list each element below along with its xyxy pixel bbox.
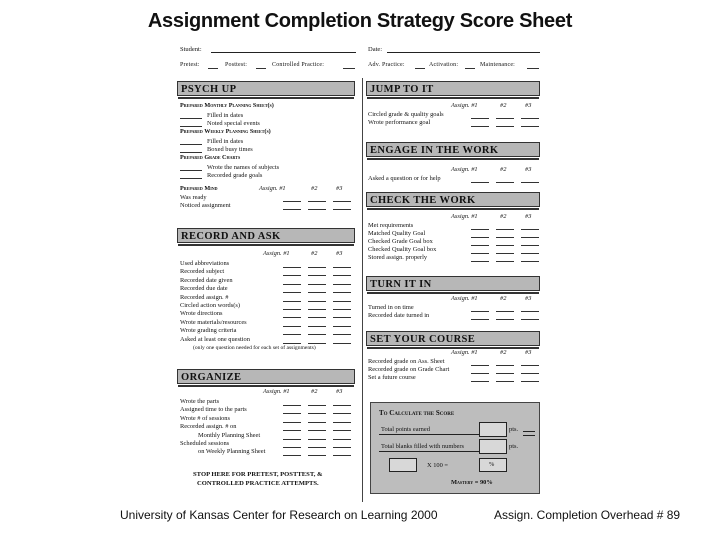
score-blank [308, 430, 326, 431]
score-blank [283, 326, 301, 327]
adv-practice-blank [415, 68, 425, 69]
score-blank [471, 373, 489, 374]
pretest-blank [208, 68, 218, 69]
stop-note-line2: CONTROLLED PRACTICE ATTEMPTS. [197, 480, 319, 487]
student-label: Student: [180, 46, 202, 53]
blank [180, 126, 202, 127]
activation-blank [465, 68, 475, 69]
score-blank [521, 126, 539, 127]
score-blank [283, 284, 301, 285]
col-header-3: #3 [336, 250, 343, 257]
blanks-box [479, 439, 507, 454]
score-blank [308, 267, 326, 268]
col-header-1: Assign. #1 [451, 349, 478, 356]
score-sheet [175, 38, 545, 518]
check-work-header: CHECK THE WORK [366, 192, 540, 207]
prepared-monthly-label: Prepared Monthly Planning Sheet(s) [180, 102, 274, 109]
score-blank [308, 343, 326, 344]
score-blank [471, 245, 489, 246]
set-your-course-header: SET YOUR COURSE [366, 331, 540, 346]
score-blank [496, 229, 514, 230]
list-item: on Weekly Planning Sheet [198, 448, 266, 456]
list-item: Wrote materials/resources [180, 318, 247, 326]
list-item: Recorded assign. # on [180, 423, 237, 431]
list-item: Wrote performance goal [368, 119, 431, 126]
score-blank [471, 381, 489, 382]
col-header-2: #2 [311, 250, 318, 257]
col-header-1: Assign. #1 [451, 295, 478, 302]
score-blank [471, 253, 489, 254]
list-item: Recorded date turned in [368, 312, 430, 319]
score-blank [333, 275, 351, 276]
blank [180, 144, 202, 145]
col-header-1: Assign. #1 [259, 185, 286, 192]
score-blank [283, 447, 301, 448]
prepared-mind-label: Prepared Mind [180, 185, 218, 192]
score-blank [521, 245, 539, 246]
calc-line [379, 451, 479, 452]
col-header-3: #3 [525, 295, 532, 302]
score-blank [333, 309, 351, 310]
list-item: Circled grade & quality goals [368, 111, 444, 118]
score-blank [496, 365, 514, 366]
score-blank [521, 182, 539, 183]
score-blank [496, 373, 514, 374]
score-blank [496, 319, 514, 320]
score-blank [471, 237, 489, 238]
col-header-1: Assign. #1 [451, 166, 478, 173]
blank [180, 178, 202, 179]
score-blank [308, 422, 326, 423]
col-header-2: #2 [500, 295, 507, 302]
score-blank [471, 365, 489, 366]
list-item: Recorded grade on Grade Chart [368, 366, 450, 373]
col-header-2: #2 [500, 349, 507, 356]
score-blank [496, 118, 514, 119]
sheet-title: Assignment Completion Strategy Score Sheet [147, 10, 573, 32]
score-blank [308, 413, 326, 414]
jump-to-it-header: JUMP TO IT [366, 81, 540, 96]
score-blank [521, 237, 539, 238]
list-item: Turned in on time [368, 304, 414, 311]
list-item: Checked Grade Goal box [368, 238, 433, 245]
list-item: Filled in dates [207, 138, 244, 145]
maintenance-blank [527, 68, 539, 69]
score-blank [496, 261, 514, 262]
score-blank [333, 334, 351, 335]
blank [180, 118, 202, 119]
col-header-2: #2 [500, 213, 507, 220]
score-blank [308, 455, 326, 456]
percent-sign: % [489, 461, 495, 468]
score-blank [333, 413, 351, 414]
score-blank [333, 455, 351, 456]
list-item: Filled in dates [207, 112, 244, 119]
col-header-1: Assign. #1 [451, 213, 478, 220]
list-item: Recorded grade on Ass. Sheet [368, 358, 445, 365]
list-item: Monthly Planning Sheet [198, 431, 261, 439]
col-header-3: #3 [525, 102, 532, 109]
calc-row-points: Total points earned [381, 426, 430, 433]
score-blank [283, 405, 301, 406]
column-divider [362, 78, 363, 502]
col-header-1: Assign. #1 [263, 388, 290, 395]
score-blank [283, 334, 301, 335]
turn-it-in-header: TURN IT IN [366, 276, 540, 291]
pretest-label: Pretest: [180, 62, 200, 68]
footer-overhead-number: Assign. Completion Overhead # 89 [494, 508, 681, 522]
posttest-blank [256, 68, 266, 69]
list-item: Wrote the parts [180, 398, 220, 405]
posttest-label: Posttest: [225, 62, 248, 68]
score-blank [333, 326, 351, 327]
score-blank [471, 311, 489, 312]
points-box [479, 422, 507, 437]
score-blank [521, 319, 539, 320]
blank [180, 170, 202, 171]
score-blank [283, 343, 301, 344]
date-label: Date: [368, 46, 383, 53]
list-item: Asked a question or for help [368, 175, 441, 182]
student-field [211, 52, 356, 53]
engage-header: ENGAGE IN THE WORK [366, 142, 540, 157]
score-blank [496, 311, 514, 312]
score-blank [308, 284, 326, 285]
score-blank [471, 126, 489, 127]
list-item: Stored assign. properly [368, 254, 428, 261]
bracket-line [523, 435, 535, 436]
score-blank [333, 447, 351, 448]
controlled-practice-blank [343, 68, 355, 69]
list-item: Was ready [180, 194, 207, 201]
controlled-practice-label: Controlled Practice: [272, 62, 325, 68]
col-header-3: #3 [525, 349, 532, 356]
score-blank [521, 365, 539, 366]
col-header-3: #3 [336, 388, 343, 395]
list-item: Recorded due date [180, 285, 228, 293]
score-blank [283, 422, 301, 423]
score-blank [283, 413, 301, 414]
col-header-2: #2 [500, 102, 507, 109]
prepared-grade-label: Prepared Grade Charts [180, 154, 241, 161]
score-blank [308, 405, 326, 406]
score-blank [333, 267, 351, 268]
score-blank [308, 275, 326, 276]
score-blank [521, 118, 539, 119]
list-item: Recorded assign. # [180, 293, 229, 301]
score-blank [471, 319, 489, 320]
calc-title: To Calculate the Score [379, 409, 455, 417]
score-blank [333, 439, 351, 440]
score-calculation-box [370, 402, 540, 494]
bracket-line [523, 431, 535, 432]
score-blank [496, 381, 514, 382]
score-blank [308, 292, 326, 293]
score-blank [283, 430, 301, 431]
stop-note-line1: STOP HERE FOR PRETEST, POSTTEST, & [193, 471, 323, 478]
col-header-2: #2 [500, 166, 507, 173]
fraction-box [389, 458, 417, 472]
col-header-3: #3 [336, 185, 343, 192]
score-blank [471, 229, 489, 230]
activation-label: Activation: [429, 62, 459, 68]
list-item: Scheduled sessions [180, 440, 230, 447]
list-item: Recorded date given [180, 276, 233, 284]
list-item: Asked at least one question [180, 335, 250, 343]
score-blank [333, 317, 351, 318]
score-blank [308, 334, 326, 335]
list-item: Wrote directions [180, 310, 223, 318]
score-blank [521, 229, 539, 230]
list-item: Assigned time to the parts [180, 406, 247, 414]
list-item: Checked Quality Goal box [368, 246, 437, 253]
list-item: Recorded subject [180, 268, 225, 276]
list-item: Set a future course [368, 374, 416, 381]
score-blank [496, 245, 514, 246]
score-blank [333, 343, 351, 344]
list-item: Noticed assignment [180, 202, 231, 209]
question-note: (only one question needed for each set of assignments) [193, 345, 316, 351]
blank [180, 152, 202, 153]
maintenance-label: Maintenance: [480, 62, 516, 68]
score-blank [333, 301, 351, 302]
col-header-2: #2 [311, 388, 318, 395]
list-item: Wrote the names of subjects [207, 164, 280, 171]
pts-label-2: pts. [509, 443, 519, 450]
score-blank [471, 118, 489, 119]
mastery-label: Mastery = 90% [451, 479, 493, 486]
col-header-1: Assign. #1 [263, 250, 290, 257]
score-blank [521, 311, 539, 312]
calc-row-blanks: Total blanks filled with numbers [381, 443, 464, 450]
score-blank [333, 405, 351, 406]
score-blank [283, 267, 301, 268]
score-blank [308, 309, 326, 310]
score-blank [283, 309, 301, 310]
list-item: Noted special events [207, 120, 260, 127]
score-blank [496, 182, 514, 183]
psych-up-header: PSYCH UP [177, 81, 355, 96]
score-blank [521, 253, 539, 254]
score-blank [283, 455, 301, 456]
score-blank [308, 301, 326, 302]
score-blank [521, 381, 539, 382]
col-header-2: #2 [311, 185, 318, 192]
score-blank [308, 326, 326, 327]
score-blank [308, 317, 326, 318]
score-blank [333, 430, 351, 431]
score-blank [308, 439, 326, 440]
score-blank [333, 284, 351, 285]
pts-label: pts. [509, 426, 519, 433]
prepared-weekly-label: Prepared Weekly Planning Sheet(s) [180, 128, 271, 135]
list-item: Met requirements [368, 222, 414, 229]
list-item: Matched Quality Goal [368, 230, 426, 237]
score-blank [333, 422, 351, 423]
score-blank [471, 261, 489, 262]
col-header-3: #3 [525, 166, 532, 173]
list-item: Wrote # of sessions [180, 414, 230, 422]
list-item: Circled action words(s) [180, 302, 240, 309]
footer-credit: University of Kansas Center for Research on Learning 2000 [120, 508, 438, 522]
score-blank [496, 237, 514, 238]
score-blank [333, 292, 351, 293]
list-item: Used abbreviations [180, 260, 230, 267]
calc-line [379, 434, 479, 435]
score-blank [283, 275, 301, 276]
col-header-3: #3 [525, 213, 532, 220]
list-item: Recorded grade goals [207, 172, 263, 179]
score-blank [496, 126, 514, 127]
list-item: Boxed busy times [207, 146, 253, 153]
score-blank [283, 301, 301, 302]
score-blank [496, 253, 514, 254]
organize-header: ORGANIZE [177, 369, 355, 384]
score-blank [283, 292, 301, 293]
score-blank [283, 317, 301, 318]
col-header-1: Assign. #1 [451, 102, 478, 109]
score-blank [521, 373, 539, 374]
score-blank [308, 447, 326, 448]
score-blank [283, 439, 301, 440]
adv-practice-label: Adv. Practice: [368, 62, 405, 68]
date-field [387, 52, 540, 53]
list-item: Wrote grading criteria [180, 327, 237, 335]
score-blank [471, 182, 489, 183]
times-100: X 100 = [427, 462, 449, 469]
record-and-ask-header: RECORD AND ASK [177, 228, 355, 243]
score-blank [521, 261, 539, 262]
